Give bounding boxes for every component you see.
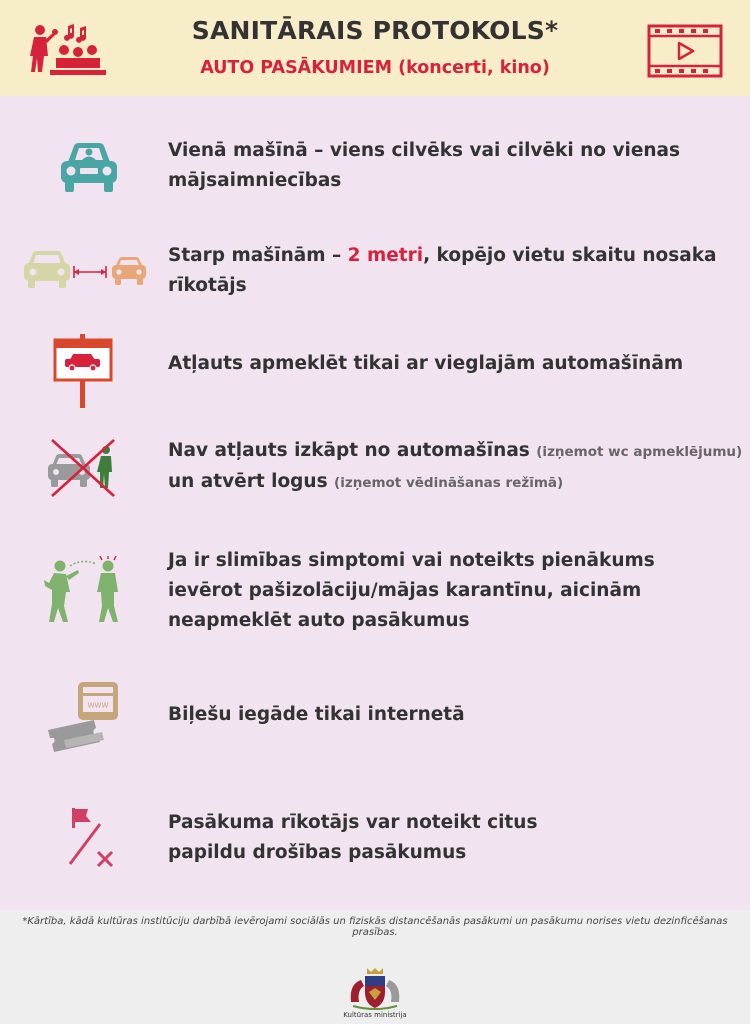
car-sign-icon <box>52 334 114 408</box>
no-exit-car-icon <box>46 436 118 500</box>
distance-highlight: 2 metri <box>347 245 424 266</box>
svg-text:WWW: WWW <box>87 701 109 710</box>
film-play-icon <box>647 24 723 78</box>
header-banner <box>0 0 750 96</box>
rule-text: Nav atļauts izkāpt no automašīnas (izņemot wc apmeklējumu) un atvērt logus (izņemot vēdināšanas režīmā) <box>168 440 743 492</box>
rule-text: Starp mašīnām – 2 metri, kopējo vietu skaitu nosaka rīkotājs <box>168 245 717 296</box>
coat-of-arms-icon <box>347 966 403 1010</box>
cars-distance-icon <box>22 247 146 291</box>
rule-text: Ja ir slimības simptomi vai noteikts pienākums ievērot pašizolāciju/mājas karantīnu, aicinām neapmeklēt auto pasākumus <box>168 550 655 631</box>
tickets-online-icon <box>44 682 124 752</box>
footnote: *Kārtība, kādā kultūras institūciju darbībā ievērojami sociālās un fiziskās distancēšanās pasākumi un pasākumu norises vietu dezinficēšanas prasības. <box>22 916 728 938</box>
rule-text: Atļauts apmeklēt tikai ar vieglajām automašīnām <box>168 353 684 374</box>
flag-cross-icon <box>66 808 118 870</box>
sick-person-icon <box>42 556 130 626</box>
page-subtitle: AUTO PASĀKUMIEM (koncerti, kino) <box>200 58 550 78</box>
car-front-person-icon <box>58 140 120 196</box>
rule-text: Vienā mašīnā – viens cilvēks vai cilvēki no vienas mājsaimniecības <box>168 140 681 191</box>
rule-text: Pasākuma rīkotājs var noteikt citus papildu drošības pasākumus <box>168 812 538 863</box>
page-title: SANITĀRAIS PROTOKOLS* <box>191 16 559 45</box>
rules-panel <box>0 96 750 910</box>
ministry-name: Kultūras ministrija <box>343 1011 407 1019</box>
rule-text: Biļešu iegāde tikai internetā <box>168 704 465 725</box>
